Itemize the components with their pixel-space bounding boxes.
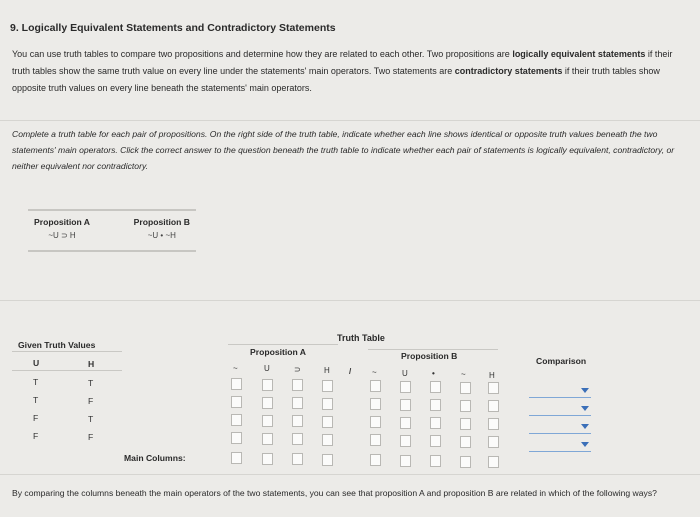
row3-b-u-input[interactable] [400,417,411,429]
proposition-a-label: Proposition A [34,217,91,227]
a-sym-u: U [264,364,270,373]
row4-b-dot-input[interactable] [430,435,441,447]
instructions-paragraph: Complete a truth table for each pair of propositions. On the right side of the truth table, indicate whether each line shows identical or opposite truth values beneath the two statements' main operators. Click the correct answer to the question beneath the truth table to indicate whether each pair of statements is logically equivalent, contradictory, or neither equivalent nor contradictory. [12,129,675,171]
row1-b-tilde2-input[interactable] [460,382,471,394]
row2-b-tilde-input[interactable] [370,398,381,410]
row1-b-u-input[interactable] [400,381,411,393]
main-a-h-input[interactable] [322,454,333,466]
row3-a-u-input[interactable] [262,415,273,427]
proposition-a-formula: ~U ⊃ H [48,231,76,240]
row2-b-dot-input[interactable] [430,399,441,411]
row2-a-tilde-input[interactable] [231,396,242,408]
b-sym-tilde2: ~ [461,370,466,379]
row2-b-u-input[interactable] [400,399,411,411]
main-a-tilde-input[interactable] [231,452,242,464]
intro-paragraph: You can use truth tables to compare two propositions and determine how they are related to each other. Two propositions are logically equivalent statements if their truth tables show the same truth value on every line under the statements' main operators. Two statements are contradictory statements if their truth tables show opposite truth values on every line beneath the statements' main operators. [12,49,673,93]
chevron-down-icon [581,442,589,447]
b-sym-dot: • [432,369,435,378]
proposition-a-header: Proposition A [250,347,307,357]
row2-b-tilde2-input[interactable] [460,400,471,412]
chevron-down-icon [581,388,589,393]
row2-u: T [33,395,39,405]
row1-h: T [88,378,94,388]
main-a-horseshoe-input[interactable] [292,453,303,465]
section-divider [0,474,700,475]
chevron-down-icon [581,406,589,411]
comparison-question: By comparing the columns beneath the main operators of the two statements, you can see that proposition A and proposition B are related in which of the following ways? [12,488,657,498]
a-sym-tilde: ~ [233,364,238,373]
given-values-header: Given Truth Values [18,340,96,350]
section-divider [0,300,700,301]
row3-a-h-input[interactable] [322,416,333,428]
proposition-b-formula: ~U • ~H [147,231,176,240]
divider-slash: / [349,367,352,376]
b-sym-h: H [489,371,495,380]
row1-b-h-input[interactable] [488,382,499,394]
main-b-tilde2-input[interactable] [460,456,471,468]
comparison-header: Comparison [536,356,587,366]
row4-a-u-input[interactable] [262,433,273,445]
term-logically-equivalent: logically equivalent statements [512,49,646,59]
row1-u: T [33,377,39,387]
chevron-down-icon [581,424,589,429]
row4-b-tilde2-input[interactable] [460,436,471,448]
proposition-b [134,217,190,240]
proposition-b-header: Proposition B [401,351,458,361]
row2-a-u-input[interactable] [262,397,273,409]
main-columns-label: Main Columns: [124,453,186,463]
question-title: 9. Logically Equivalent Statements and Contradictory Statements [10,22,336,34]
comparison-dropdown-row1[interactable] [529,387,591,398]
main-b-tilde-input[interactable] [370,454,381,466]
row4-a-h-input[interactable] [322,434,333,446]
row2-b-h-input[interactable] [488,400,499,412]
row4-a-horseshoe-input[interactable] [292,433,303,445]
row4-h: F [88,432,94,442]
row2-a-h-input[interactable] [322,398,333,410]
row1-a-u-input[interactable] [262,379,273,391]
row3-u: F [33,413,39,423]
col-u-header: U [33,358,40,368]
row2-a-horseshoe-input[interactable] [292,397,303,409]
a-sym-h: H [324,366,330,375]
comparison-dropdown-row4[interactable] [529,441,591,452]
row4-u: F [33,431,39,441]
main-a-u-input[interactable] [262,453,273,465]
row2-h: F [88,396,94,406]
row1-a-h-input[interactable] [322,380,333,392]
main-b-h-input[interactable] [488,456,499,468]
comparison-dropdown-row2[interactable] [529,405,591,416]
row4-b-u-input[interactable] [400,435,411,447]
row1-b-tilde-input[interactable] [370,380,381,392]
proposition-a [34,217,90,240]
section-divider [0,120,700,121]
truth-table-caption: Truth Table [337,333,385,343]
row1-a-tilde-input[interactable] [231,378,242,390]
term-contradictory: contradictory statements [454,66,563,76]
b-sym-tilde: ~ [372,368,377,377]
main-b-u-input[interactable] [400,455,411,467]
row1-a-horseshoe-input[interactable] [292,379,303,391]
comparison-dropdown-row3[interactable] [529,423,591,434]
row3-b-tilde-input[interactable] [370,416,381,428]
row3-h: T [88,414,94,424]
proposition-b-label: Proposition B [133,217,190,227]
b-sym-u: U [402,369,408,378]
propositions-box [28,209,196,252]
main-b-dot-input[interactable] [430,455,441,467]
row3-a-tilde-input[interactable] [231,414,242,426]
row3-b-tilde2-input[interactable] [460,418,471,430]
row3-b-dot-input[interactable] [430,417,441,429]
row4-b-tilde-input[interactable] [370,434,381,446]
row4-b-h-input[interactable] [488,436,499,448]
a-sym-horseshoe: ⊃ [294,365,301,374]
col-h-header: H [88,359,95,369]
row3-b-h-input[interactable] [488,418,499,430]
row1-b-dot-input[interactable] [430,381,441,393]
row4-a-tilde-input[interactable] [231,432,242,444]
row3-a-horseshoe-input[interactable] [292,415,303,427]
